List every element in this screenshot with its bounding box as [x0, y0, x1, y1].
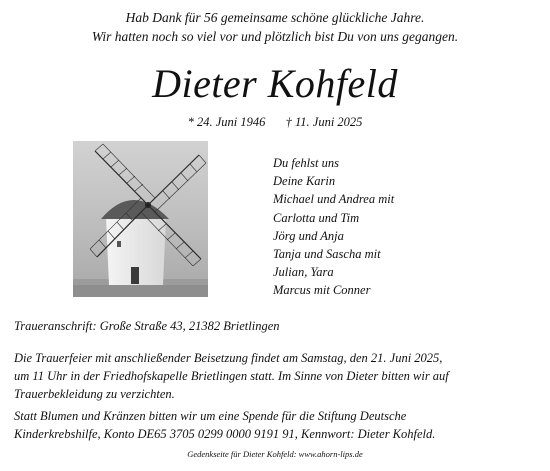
ceremony-line: Trauerbekleidung zu verzichten. — [14, 387, 175, 401]
mourner-line: Du fehlst uns — [273, 156, 339, 170]
windmill-photo — [73, 141, 208, 297]
deceased-name: Dieter Kohfeld — [152, 61, 398, 106]
mourners-list — [273, 154, 394, 300]
mourner-line: Michael und Andrea mit — [273, 192, 395, 207]
ceremony-line: Die Trauerfeier mit anschließender Beisetzung findet am Samstag, den 21. Juni 2025, — [14, 351, 443, 365]
ceremony-line: um 11 Uhr in der Friedhofskapelle Brietlingen statt. Im Sinne von Dieter bitten wir auf — [14, 369, 449, 383]
life-dates — [0, 115, 550, 130]
ceremony-paragraph — [14, 349, 539, 403]
donation-paragraph — [14, 407, 539, 443]
mourner-line: Carlotta und Tim — [273, 210, 360, 225]
memorial-page-link[interactable]: Gedenkseite für Dieter Kohfeld: www.ahorn-lips.de — [187, 449, 363, 459]
mourner-line: Marcus mit Conner — [273, 283, 371, 298]
mourner-line: Deine Karin — [273, 174, 336, 189]
donation-line: Kinderkrebshilfe, Konto DE65 3705 0299 0000 9191 91, Kennwort: Dieter Kohfeld. — [14, 427, 436, 441]
death-date: † 11. Juni 2025 — [285, 115, 363, 129]
intro-line-2: Wir hatten noch so viel vor und plötzlich bist Du von uns gegangen. — [91, 29, 459, 44]
intro-line-1: Hab Dank für 56 gemeinsame schöne glückliche Jahre. — [125, 10, 425, 25]
mourner-line: Tanja und Sascha mit — [273, 247, 381, 262]
mourner-line: Jörg und Anja — [273, 228, 344, 243]
mourner-line: Julian, Yara — [273, 265, 334, 280]
donation-line: Statt Blumen und Kränzen bitten wir um eine Spende für die Stiftung Deutsche — [14, 409, 407, 423]
birth-date: * 24. Juni 1946 — [187, 115, 266, 129]
mourning-address: Traueranschrift: Große Straße 43, 21382 Brietlingen — [14, 319, 280, 333]
